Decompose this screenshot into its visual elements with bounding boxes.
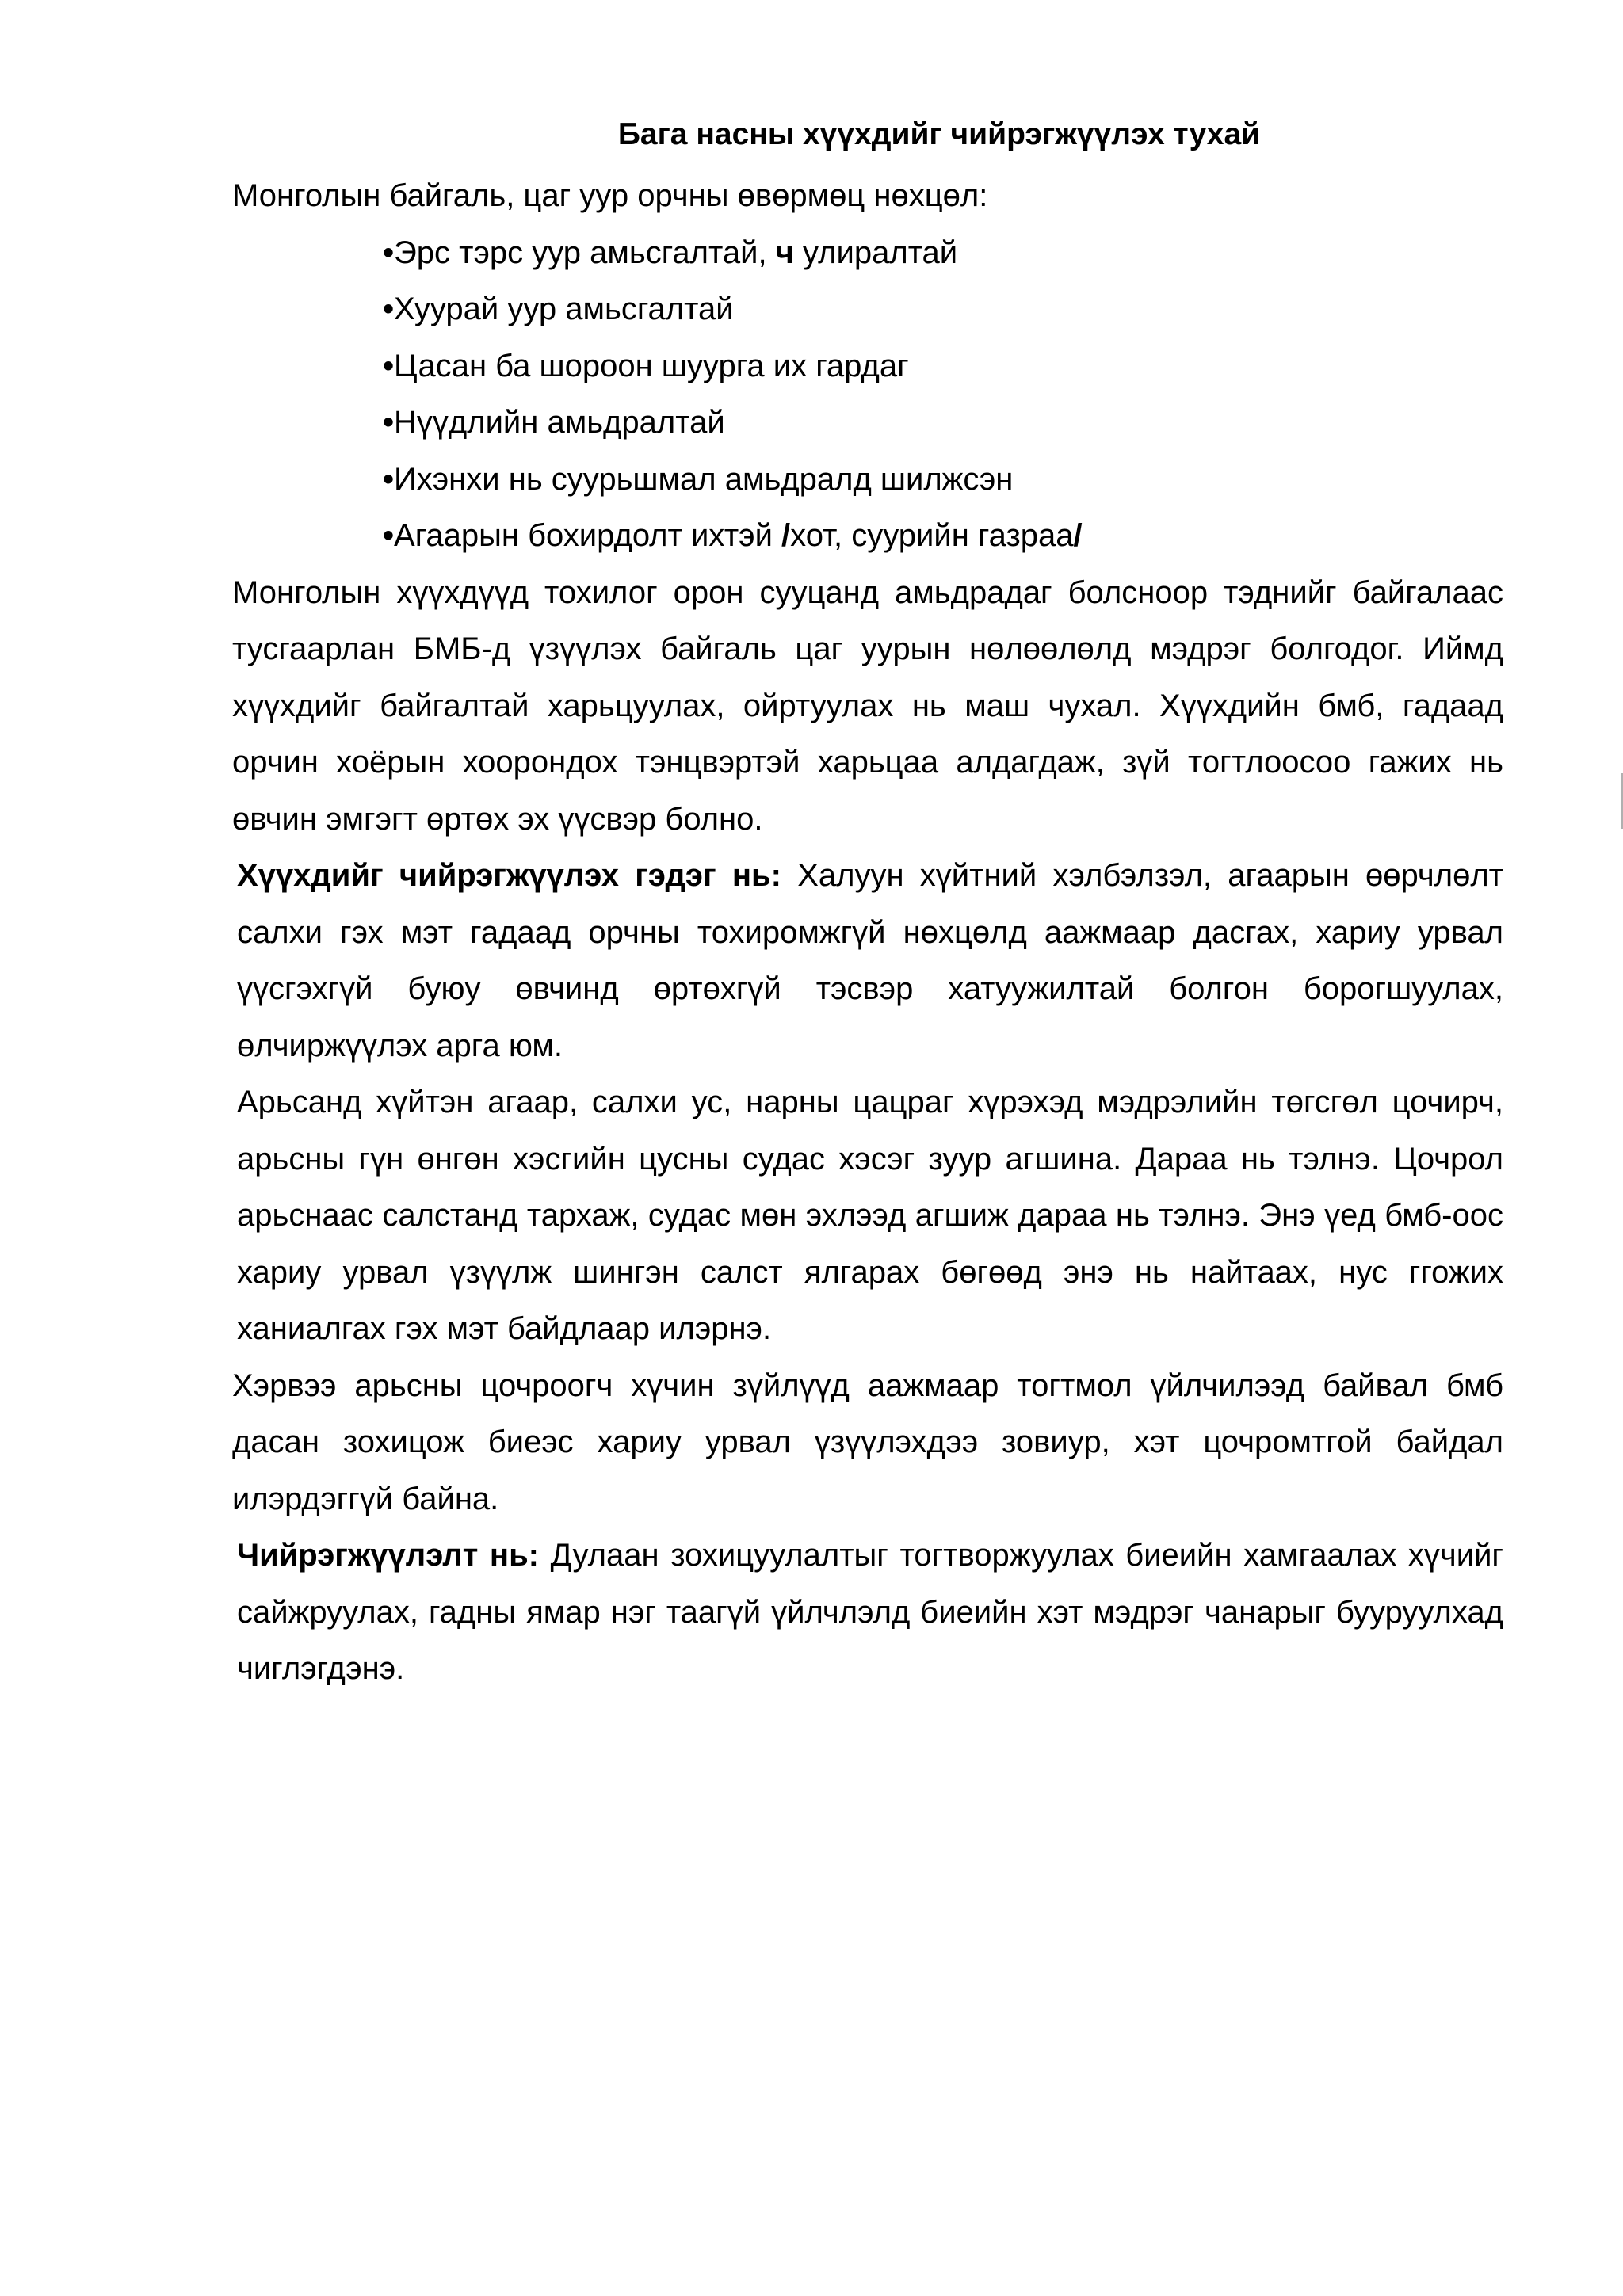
document-title: Бага насны хүүхдийг чийрэгжүүлэх тухай [617, 117, 1261, 151]
paragraph-hardening-goal [232, 1527, 1503, 1698]
document-body [232, 111, 1503, 1698]
bullet-text: улиралтай [793, 235, 958, 270]
paragraph-skin-reaction: Арьсанд хүйтэн агаар, салхи ус, нарны цацраг хүрэхэд мэдрэлийн төгсгөл цочирч, арьсны гүн өнгөн хэсгийн цусны судас хэсэг зуур агшина. Дараа нь тэлнэ. Цочрол арьснаас салстанд тархаж, судас мөн эхлээд агшиж дараа нь тэлнэ. Энэ үед бмб-оос хариу урвал үзүүлж шингэн салст ялгарах бөгөөд энэ нь найтаах, нус ггожих ханиалгах гэх мэт байдлаар илэрнэ. [237, 1085, 1503, 1346]
bullet-item [383, 452, 1503, 509]
paragraph-urban-children: Монголын хүүхдүүд тохилог орон сууцанд амьдрадаг болсноор тэднийг байгалаас тусгаарлан БМБ-д үзүүлэх байгаль цаг уурын нөлөөлөлд мэдрэг болгодог. Иймд хүүхдийг байгалтай харьцуулах, ойртуулах нь маш чухал. Хүүхдийн бмб, гадаад орчин хоёрын хоорондох тэнцвэртэй харьцаа алдагдаж, зүй тогтлоосоо гажих нь өвчин эмгэгт өртөх эх үүсвэр болно. [232, 574, 1503, 837]
bullet-text: Цасан ба шороон шуурга их гардаг [394, 348, 909, 383]
paragraph-adaptation: Хэрвээ арьсны цочроогч хүчин зүйлүүд аажмаар тогтмол үйлчилээд байвал бмб дасан зохицож биеэс хариу урвал үзүүлэхдээ зовиур, хэт цочромтгой байдал илэрдэггүй байна. [232, 1367, 1503, 1516]
bullet-text-bold: / [1073, 518, 1083, 553]
bullet-dot-icon: • [383, 235, 395, 270]
bullet-text: Нүүдлийн амьдралтай [394, 405, 725, 440]
bullet-dot-icon: • [383, 518, 395, 553]
definition-term: Хүүхдийг чийрэгжүүлэх гэдэг нь: [237, 858, 781, 893]
bullet-item [383, 281, 1503, 338]
goal-text: Дулаан зохицуулалтыг тогтворжуулах биеийн хамгаалах хүчийг сайжруулах, гадны ямар нэг таагүй үйлчлэлд биеийн хэт мэдрэг чанарыг бууруулхад чиглэгдэнэ. [237, 1538, 1503, 1686]
bullet-dot-icon: • [383, 405, 395, 440]
bullet-item [383, 338, 1503, 395]
bullet-text: хот, суурийн газраа [790, 518, 1074, 553]
bullet-dot-icon: • [383, 292, 395, 326]
bullet-item [383, 225, 1503, 282]
paragraph-hardening-definition [232, 848, 1503, 1074]
bullet-dot-icon: • [383, 348, 395, 383]
climate-bullet-list [232, 225, 1503, 565]
definition-text: Халуун хүйтний хэлбэлзэл, агаарын өөрчлөлт салхи гэх мэт гадаад орчны тохиромжгүй нөхцөлд аажмаар дасгах, хариу урвал үүсгэхгүй буюу өвчинд өртөхгүй тэсвэр хатуужилтай болгон борогшуулах, өлчиржүүлэх арга юм. [237, 858, 1503, 1063]
bullet-text: Ихэнхи нь суурьшмал амьдралд шилжсэн [394, 461, 1014, 497]
intro-line: Монголын байгаль, цаг уур орчны өвөрмөц нөхцөл: [232, 178, 988, 213]
bullet-text: Агаарын бохирдолт ихтэй [394, 518, 782, 553]
bullet-dot-icon: • [383, 461, 395, 497]
bullet-item [383, 508, 1503, 565]
bullet-text: Эрс тэрс уур амьсгалтай, [394, 235, 776, 270]
bullet-text: Хуурай уур амьсгалтай [394, 292, 734, 326]
goal-term: Чийрэгжүүлэлт нь: [237, 1538, 539, 1573]
bullet-text-bold: ч [775, 235, 794, 270]
bullet-item [383, 395, 1503, 452]
bullet-text-bold: / [781, 518, 791, 553]
